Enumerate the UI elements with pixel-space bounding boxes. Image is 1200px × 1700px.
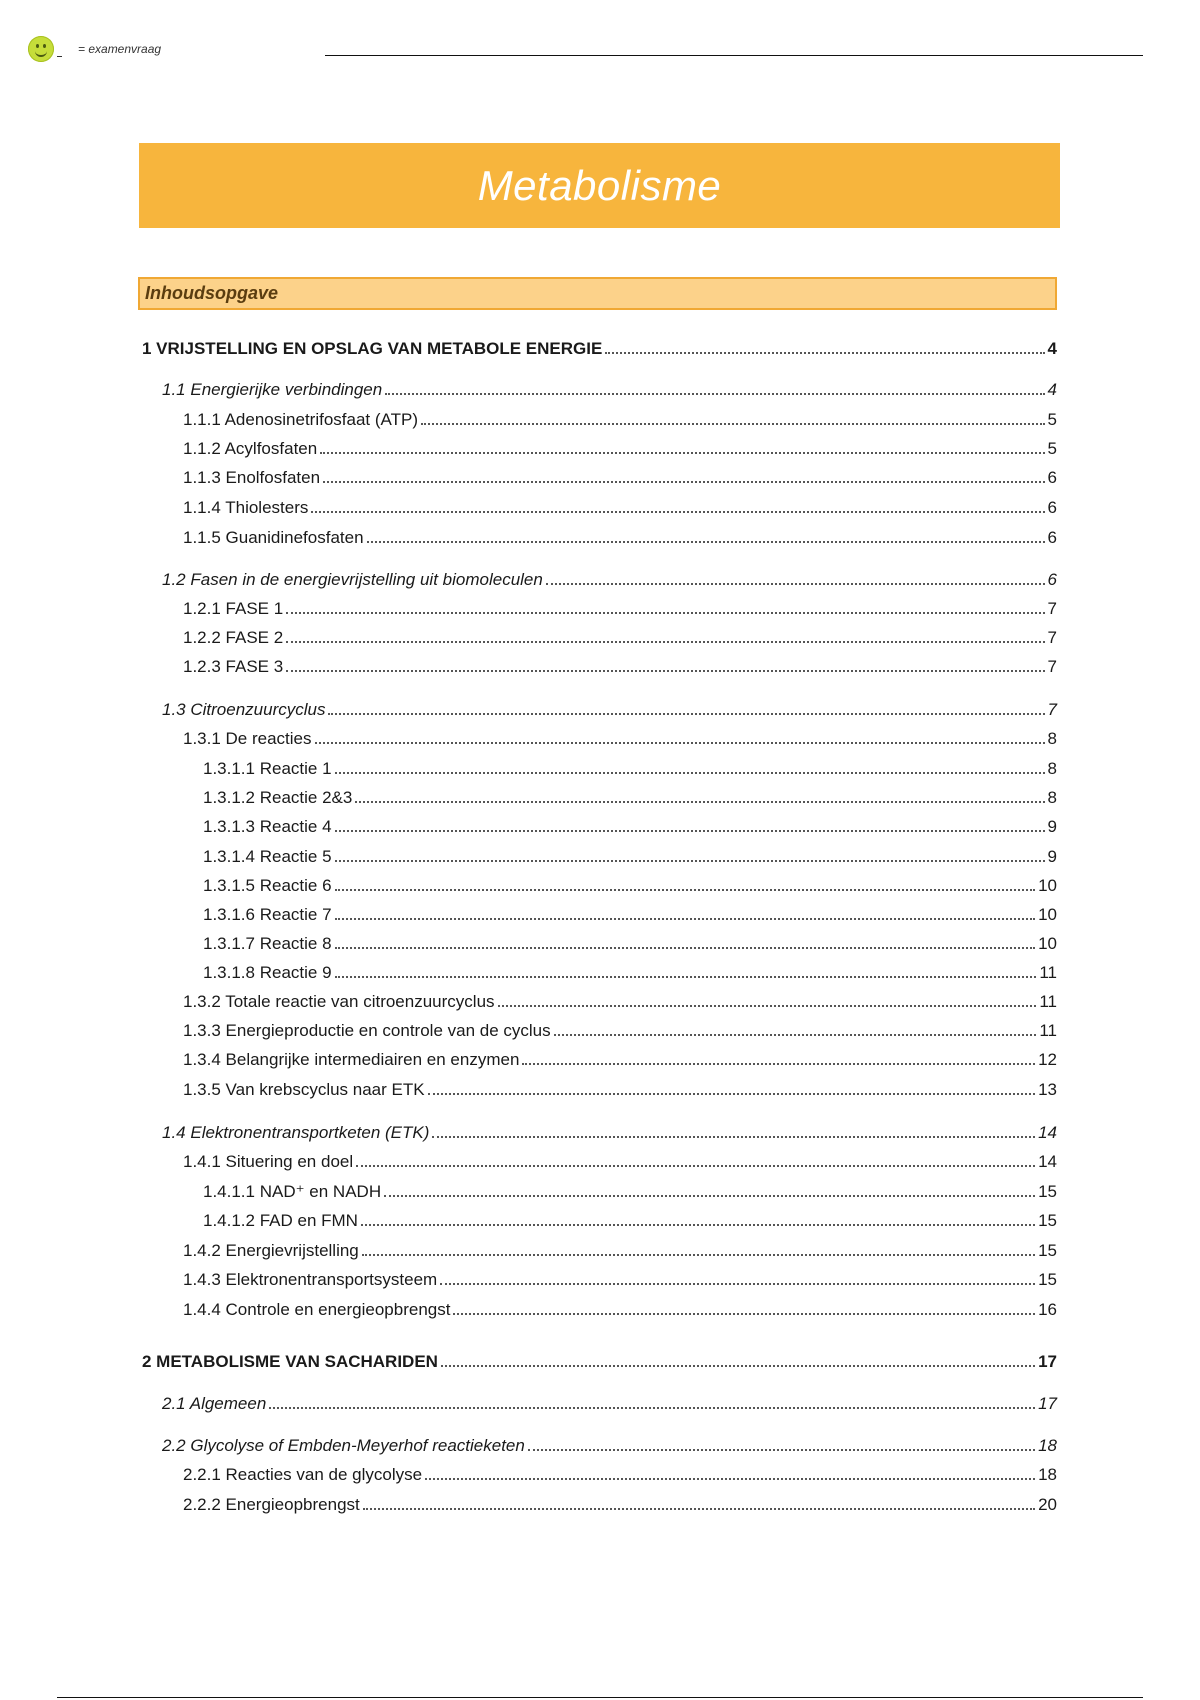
toc-entry[interactable]	[183, 1493, 1057, 1515]
toc-entry[interactable]	[183, 408, 1057, 430]
toc-entry-title: 1.2.2 FASE 2	[183, 628, 284, 647]
toc-dot-leader	[528, 1449, 1035, 1451]
toc-entry-title: 1.1.3 Enolfosfaten	[183, 468, 321, 487]
toc-entry[interactable]	[183, 727, 1057, 749]
toc-entry[interactable]	[183, 626, 1057, 648]
toc-entry[interactable]	[183, 990, 1057, 1012]
toc-entry-title: 2.2.2 Energieopbrengst	[183, 1495, 360, 1514]
toc-entry-title: 2 METABOLISME VAN SACHARIDEN	[142, 1352, 438, 1371]
toc-entry-page: 8	[1047, 729, 1057, 748]
toc-dot-leader	[421, 423, 1045, 425]
toc-entry-title: 1.1.2 Acylfosfaten	[183, 439, 318, 458]
toc-entry-page: 7	[1047, 657, 1057, 676]
toc-entry-page: 10	[1038, 905, 1057, 924]
toc-entry-title: 2.1 Algemeen	[162, 1394, 267, 1413]
toc-entry[interactable]	[203, 1180, 1057, 1202]
toc-entry-page: 12	[1038, 1050, 1057, 1069]
toc-entry-title: 1.1.5 Guanidinefosfaten	[183, 528, 364, 547]
toc-entry[interactable]	[183, 1239, 1057, 1261]
toc-entry-page: 9	[1047, 847, 1057, 866]
toc-dot-leader	[286, 670, 1044, 672]
toc-dot-leader	[286, 641, 1044, 643]
toc-entry-page: 8	[1047, 759, 1057, 778]
toc-entry[interactable]	[203, 1209, 1057, 1231]
toc-entry-title: 2.2 Glycolyse of Embden-Meyerhof reactieketen	[162, 1436, 525, 1455]
toc-dot-leader	[441, 1365, 1035, 1367]
toc-dot-leader	[286, 612, 1044, 614]
toc-dot-leader	[335, 860, 1045, 862]
toc-dot-leader	[323, 481, 1044, 483]
toc-entry-title: 1.1.1 Adenosinetrifosfaat (ATP)	[183, 410, 418, 429]
toc-entry[interactable]	[183, 437, 1057, 459]
toc-entry-page: 6	[1047, 528, 1057, 547]
toc-dot-leader	[335, 976, 1037, 978]
toc-entry[interactable]	[162, 698, 1057, 720]
toc-entry-page: 10	[1038, 934, 1057, 953]
toc-entry-page: 11	[1039, 1021, 1057, 1040]
toc-entry-title: 1.3.1.4 Reactie 5	[203, 847, 332, 866]
document-title: Metabolisme	[477, 161, 722, 209]
toc-entry-page: 7	[1047, 599, 1057, 618]
toc-entry-title: 1.3.1.6 Reactie 7	[203, 905, 332, 924]
toc-dot-leader	[335, 830, 1045, 832]
toc-dot-leader	[546, 583, 1045, 585]
toc-dot-leader	[356, 1165, 1035, 1167]
toc-entry-title: 1.4.1 Situering en doel	[183, 1152, 354, 1171]
toc-entry[interactable]	[183, 1078, 1057, 1100]
toc-entry-title: 1.3.1.1 Reactie 1	[203, 759, 332, 778]
toc-dot-leader	[605, 352, 1044, 354]
toc-dot-leader	[362, 1254, 1035, 1256]
toc-entry-title: 1.3.1 De reacties	[183, 729, 312, 748]
toc-entry[interactable]	[183, 655, 1057, 677]
toc-entry-title: 1.4.3 Elektronentransportsysteem	[183, 1270, 438, 1289]
toc-entry-title: 1.3.1.7 Reactie 8	[203, 934, 332, 953]
toc-entry-title: 1.4.4 Controle en energieopbrengst	[183, 1300, 451, 1319]
toc-entry-title: 1.3.1.8 Reactie 9	[203, 963, 332, 982]
toc-dot-leader	[335, 918, 1036, 920]
toc-entry-page: 14	[1038, 1152, 1057, 1171]
toc-entry-title: 1.4.2 Energievrijstelling	[183, 1241, 359, 1260]
toc-entry[interactable]	[203, 903, 1057, 925]
toc-entry-title: 1.3.5 Van krebscyclus naar ETK	[183, 1080, 425, 1099]
footer-rule	[57, 1697, 1143, 1698]
legend-text: = examenvraag	[78, 42, 162, 56]
toc-dot-leader	[554, 1034, 1037, 1036]
toc-entry[interactable]	[162, 568, 1057, 590]
toc-entry-title: 1.3.3 Energieproductie en controle van de cyclus	[183, 1021, 551, 1040]
toc-dot-leader	[335, 889, 1036, 891]
toc-dot-leader	[315, 742, 1045, 744]
toc-dot-leader	[320, 452, 1044, 454]
toc-entry-page: 6	[1047, 498, 1057, 517]
toc-entry-page: 7	[1047, 700, 1057, 719]
toc-entry[interactable]	[183, 1268, 1057, 1290]
toc-dot-leader	[385, 393, 1044, 395]
toc-entry[interactable]	[183, 1048, 1057, 1070]
toc-entry-page: 13	[1038, 1080, 1057, 1099]
toc-entry-page: 6	[1047, 570, 1057, 589]
toc-dot-leader	[328, 713, 1044, 715]
toc-dot-leader	[498, 1005, 1037, 1007]
toc-entry-title: 1.4 Elektronentransportketen (ETK)	[162, 1123, 430, 1142]
toc-entry-page: 14	[1038, 1123, 1057, 1142]
toc-entry-title: 1.2.3 FASE 3	[183, 657, 284, 676]
toc-dot-leader	[432, 1136, 1035, 1138]
toc-entry-title: 1 VRIJSTELLING EN OPSLAG VAN METABOLE ENERGIE	[142, 339, 603, 358]
toc-entry-page: 6	[1047, 468, 1057, 487]
toc-dot-leader	[428, 1093, 1036, 1095]
toc-entry-page: 15	[1038, 1211, 1057, 1230]
toc-entry[interactable]	[203, 961, 1057, 983]
toc-dot-leader	[311, 511, 1044, 513]
toc-entry-page: 18	[1038, 1465, 1057, 1484]
toc-entry-title: 1.1 Energierijke verbindingen	[162, 380, 383, 399]
toc-entry-page: 7	[1047, 628, 1057, 647]
toc-dot-leader	[367, 541, 1045, 543]
toc-entry-page: 20	[1038, 1495, 1057, 1514]
toc-entry-page: 4	[1047, 339, 1057, 358]
toc-entry-page: 11	[1039, 963, 1057, 982]
toc-dot-leader	[355, 801, 1044, 803]
toc-entry-page: 15	[1038, 1241, 1057, 1260]
toc-entry-title: 1.2.1 FASE 1	[183, 599, 284, 618]
toc-entry[interactable]	[203, 845, 1057, 867]
toc-entry[interactable]	[183, 1019, 1057, 1041]
toc-entry[interactable]	[183, 1150, 1057, 1172]
toc-entry-page: 5	[1047, 439, 1057, 458]
toc-entry-title: 1.1.4 Thiolesters	[183, 498, 309, 517]
toc-entry[interactable]	[183, 466, 1057, 488]
toc-entry-title: 1.3.4 Belangrijke intermediairen en enzymen	[183, 1050, 520, 1069]
toc-entry-title: 1.4.1.2 FAD en FMN	[203, 1211, 358, 1230]
toc-dot-leader	[384, 1195, 1035, 1197]
toc-entry-page: 4	[1047, 380, 1057, 399]
toc-dot-leader	[269, 1407, 1035, 1409]
toc-entry[interactable]	[203, 815, 1057, 837]
toc-entry[interactable]	[162, 1434, 1057, 1456]
toc-dot-leader	[425, 1478, 1035, 1480]
toc-entry[interactable]	[142, 337, 1057, 359]
toc-entry-page: 15	[1038, 1182, 1057, 1201]
toc-dot-leader	[361, 1224, 1035, 1226]
toc-entry-page: 10	[1038, 876, 1057, 895]
toc-entry-title: 1.3.1.5 Reactie 6	[203, 876, 332, 895]
toc-entry[interactable]	[203, 757, 1057, 779]
toc-entry-page: 16	[1038, 1300, 1057, 1319]
toc-dot-leader	[335, 772, 1045, 774]
toc-entry-page: 8	[1047, 788, 1057, 807]
toc-heading: Inhoudsopgave	[145, 283, 279, 303]
toc-entry[interactable]	[183, 1463, 1057, 1485]
toc-dot-leader	[335, 947, 1036, 949]
toc-entry[interactable]	[183, 526, 1057, 548]
toc-entry-title: 1.2 Fasen in de energievrijstelling uit biomoleculen	[162, 570, 543, 589]
toc-entry-page: 11	[1039, 992, 1057, 1011]
toc-entry[interactable]	[183, 1298, 1057, 1320]
toc-entry[interactable]	[203, 786, 1057, 808]
toc-entry-page: 18	[1038, 1436, 1057, 1455]
toc-entry-page: 9	[1047, 817, 1057, 836]
toc-dot-leader	[453, 1313, 1035, 1315]
toc-dot-leader	[522, 1063, 1035, 1065]
toc-entry[interactable]	[162, 378, 1057, 400]
toc-entry-title: 1.4.1.1 NAD⁺ en NADH	[203, 1182, 382, 1201]
toc-dot-leader	[440, 1283, 1035, 1285]
toc-entry-title: 1.3.1.3 Reactie 4	[203, 817, 332, 836]
toc-entry-title: 1.3.2 Totale reactie van citroenzuurcyclus	[183, 992, 495, 1011]
toc-entry-title: 2.2.1 Reacties van de glycolyse	[183, 1465, 423, 1484]
toc-entry-page: 5	[1047, 410, 1057, 429]
toc-entry-page: 17	[1038, 1352, 1057, 1371]
toc-entry[interactable]	[162, 1121, 1057, 1143]
toc-entry[interactable]	[203, 932, 1057, 954]
toc-entry[interactable]	[162, 1392, 1057, 1414]
toc-entry-page: 15	[1038, 1270, 1057, 1289]
toc-entry-title: 1.3 Citroenzuurcyclus	[162, 700, 326, 719]
toc-entry-page: 17	[1038, 1394, 1057, 1413]
toc-entry[interactable]	[142, 1350, 1057, 1372]
toc-entry[interactable]	[183, 496, 1057, 518]
toc-entry[interactable]	[203, 874, 1057, 896]
toc-dot-leader	[363, 1508, 1035, 1510]
toc-entry-title: 1.3.1.2 Reactie 2&3	[203, 788, 353, 807]
toc-entry[interactable]	[183, 597, 1057, 619]
